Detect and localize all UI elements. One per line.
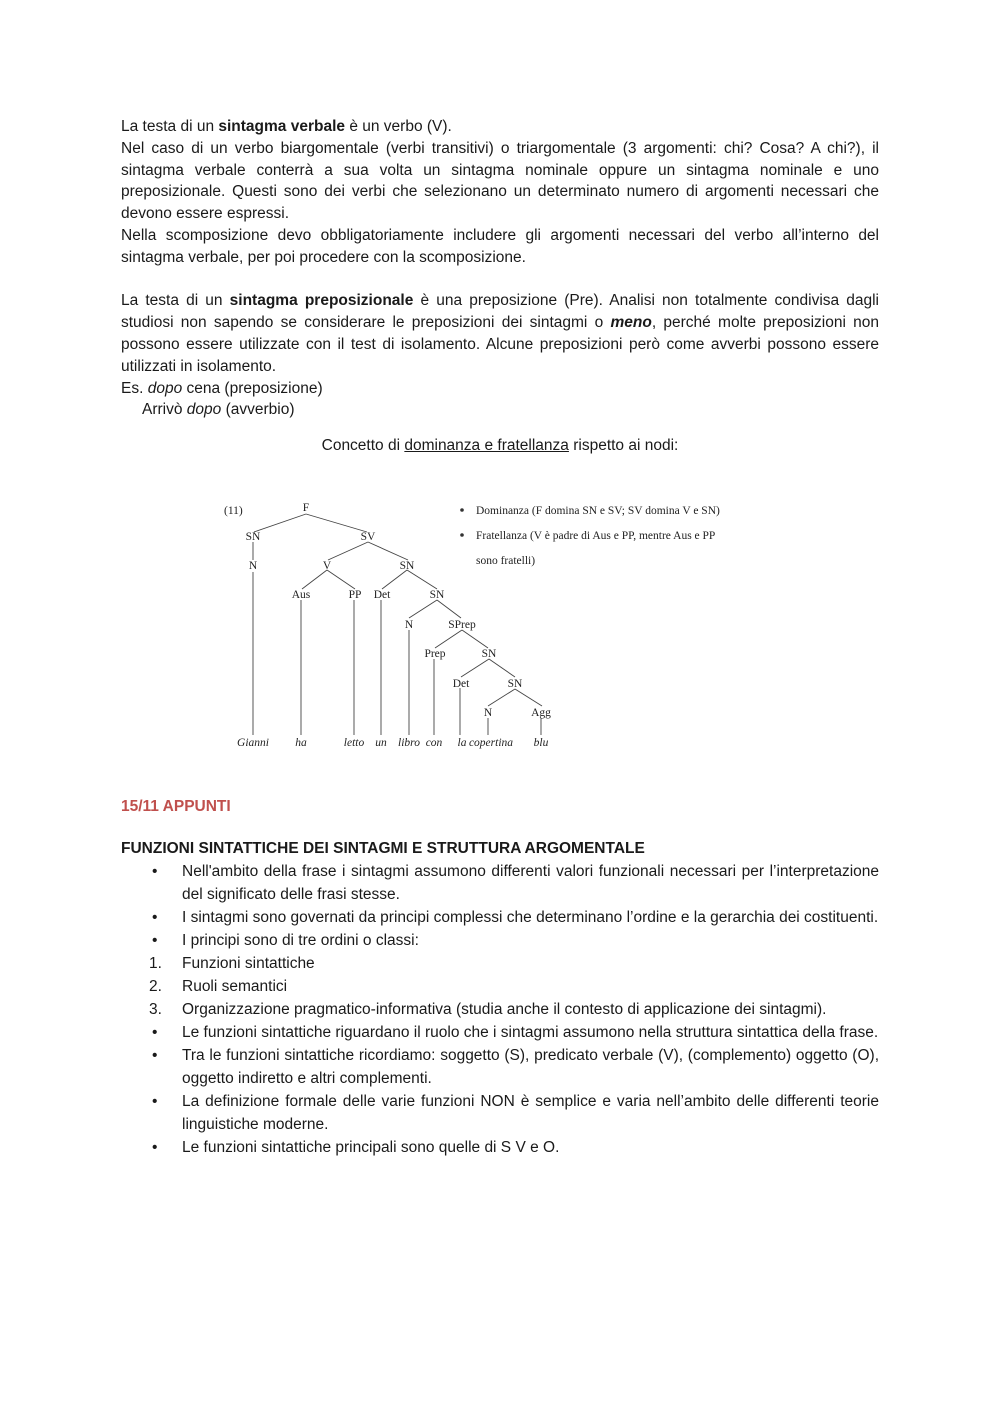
list-item-text: I principi sono di tre ordini o classi:: [182, 932, 419, 949]
tree-word: la: [457, 737, 467, 749]
tree-node-v: V: [322, 560, 332, 572]
tree-word: letto: [343, 737, 365, 749]
list-item: [121, 929, 879, 952]
paragraph-verbal-phrase-detail: Nel caso di un verbo biargomentale (verbi transitivi) o triargomentale (3 argomenti: chi? Cosa? A chi?), il sintagma verbale conterrà a sua volta un sintagma nominale oppure un sintagma nominale e uno preposizionale. Questi sono dei verbi che selezionano un determinato numero di argomenti necessari che devono essere espressi.: [121, 139, 879, 223]
bullet-icon: •: [152, 932, 158, 949]
bullet-icon: •: [152, 863, 158, 880]
text-run: (avverbio): [221, 401, 295, 419]
list-item: [121, 1021, 879, 1044]
list-item-text: Funzioni sintattiche: [182, 955, 315, 972]
tree-word: Gianni: [237, 737, 269, 749]
paragraph-verbal-phrase: [121, 116, 879, 138]
note-brotherhood-cont: sono fratelli): [476, 555, 536, 567]
list-item-text: Ruoli semantici: [182, 978, 288, 995]
bullet-icon: [460, 533, 464, 537]
list-number: 1.: [149, 955, 162, 972]
italic-term: dopo: [147, 379, 183, 397]
tree-node-n: N: [483, 707, 493, 719]
text-run: La testa di un: [121, 292, 230, 310]
tree-node-sprep: SPrep: [448, 619, 476, 631]
tree-node-prep: Prep: [424, 648, 446, 660]
example-line-2: [121, 399, 879, 421]
underlined-term: dominanza e fratellanza: [404, 437, 569, 455]
list-item-text: Tra le funzioni sintattiche ricordiamo: soggetto (S), predicato verbale (V), (complemento) oggetto (O), oggetto indiretto e altri complementi.: [182, 1047, 879, 1087]
list-item: [121, 860, 879, 906]
tree-node-sn: SN: [481, 648, 497, 660]
list-item: [121, 998, 879, 1021]
tree-node-f: F: [302, 502, 310, 514]
list-item: [121, 906, 879, 929]
tree-word: con: [425, 737, 443, 749]
tree-node-sn: SN: [429, 589, 445, 601]
bold-italic-term: meno: [610, 314, 652, 332]
list-item-text: La definizione formale delle varie funzioni NON è semplice e varia nell’ambito delle differenti teorie linguistiche moderne.: [182, 1093, 879, 1133]
tree-notes: [460, 505, 720, 567]
text-run: Concetto di: [321, 437, 405, 455]
tree-node-det: Det: [373, 589, 391, 601]
list-item: [121, 1136, 879, 1159]
tree-example-number: (11): [224, 505, 243, 517]
text-run: Es.: [121, 379, 148, 397]
tree-branches: [253, 514, 542, 735]
bullet-icon: •: [152, 1139, 158, 1156]
bold-term: sintagma preposizionale: [229, 292, 414, 310]
bullet-icon: •: [152, 1093, 158, 1110]
tree-word: libro: [398, 737, 420, 749]
tree-node-sn: SN: [399, 560, 415, 572]
bullet-icon: •: [152, 909, 158, 926]
text-run: rispetto ai nodi:: [568, 437, 679, 455]
list-item-text: Nell'ambito della frase i sintagmi assumono differenti valori funzionali necessari per l’interpretazione del significato delle frasi stesse.: [182, 863, 879, 903]
list-item: [121, 975, 879, 998]
italic-term: dopo: [186, 401, 222, 419]
figure-caption: [121, 435, 879, 457]
tree-node-sn: SN: [245, 531, 261, 543]
section-date-title: 15/11 APPUNTI: [121, 798, 231, 815]
note-brotherhood: Fratellanza (V è padre di Aus e PP, mentre Aus e PP: [476, 530, 716, 542]
section-list: [121, 860, 879, 1159]
paragraph-decomposition: Nella scomposizione devo obbligatoriamente includere gli argomenti necessari del verbo all’interno del sintagma verbale, per poi procedere con la scomposizione.: [121, 226, 879, 266]
example-line-1: [121, 378, 879, 400]
list-number: 3.: [149, 1001, 162, 1018]
notes-section: [121, 795, 879, 1159]
tree-node-aus: Aus: [291, 589, 311, 601]
bullet-icon: •: [152, 1047, 158, 1064]
text-run: cena (preposizione): [182, 379, 323, 397]
list-item-text: Le funzioni sintattiche principali sono quelle di S V e O.: [182, 1139, 560, 1156]
paragraph-prepositional-phrase: [121, 290, 879, 377]
tree-word: ha: [295, 737, 307, 749]
list-item-text: I sintagmi sono governati da principi complessi che determinano l’ordine e la gerarchia dei costituenti.: [182, 909, 879, 926]
note-dominance: Dominanza (F domina SN e SV; SV domina V e SN): [476, 505, 720, 517]
bullet-icon: •: [152, 1024, 158, 1041]
text-run: è una preposizione (Pre). Analisi non totalmente condivisa dagli studiosi non sapendo se considerare le preposizioni dei sintagmi o: [121, 292, 880, 332]
syntax-tree-figure: [215, 492, 775, 757]
list-item: [121, 1044, 879, 1090]
tree-node-n: N: [248, 560, 258, 572]
document-body: [121, 116, 879, 457]
text-run: La testa di un: [121, 118, 219, 135]
tree-node-n: N: [404, 619, 414, 631]
tree-word: blu: [533, 737, 549, 749]
list-item-text: Le funzioni sintattiche riguardano il ruolo che i sintagmi assumono nella struttura sintattica della frase.: [182, 1024, 879, 1041]
text-run: , perché molte preposizioni non possono essere utilizzate con il test di isolamento. Alcune preposizioni però come avverbi possono essere utilizzati in isolamento.: [121, 314, 879, 375]
list-item: [121, 952, 879, 975]
list-number: 2.: [149, 978, 162, 995]
bullet-icon: [460, 508, 464, 512]
tree-word: copertina: [468, 737, 514, 749]
list-item-text: Organizzazione pragmatico-informativa (studia anche il contesto di applicazione dei sintagmi).: [182, 1001, 827, 1018]
section-heading: FUNZIONI SINTATTICHE DEI SINTAGMI E STRUTTURA ARGOMENTALE: [121, 840, 645, 857]
list-item: [121, 1090, 879, 1136]
tree-node-pp: PP: [348, 589, 362, 601]
tree-node-sv: SV: [360, 531, 376, 543]
tree-word: un: [375, 737, 387, 749]
tree-node-agg: Agg: [531, 707, 551, 719]
tree-node-det: Det: [452, 678, 470, 690]
tree-node-sn: SN: [507, 678, 523, 690]
bold-term: sintagma verbale: [218, 118, 346, 135]
text-run: è un verbo (V).: [345, 118, 452, 135]
text-run: Arrivò: [142, 401, 187, 419]
tree-leaf-words: [237, 737, 549, 749]
